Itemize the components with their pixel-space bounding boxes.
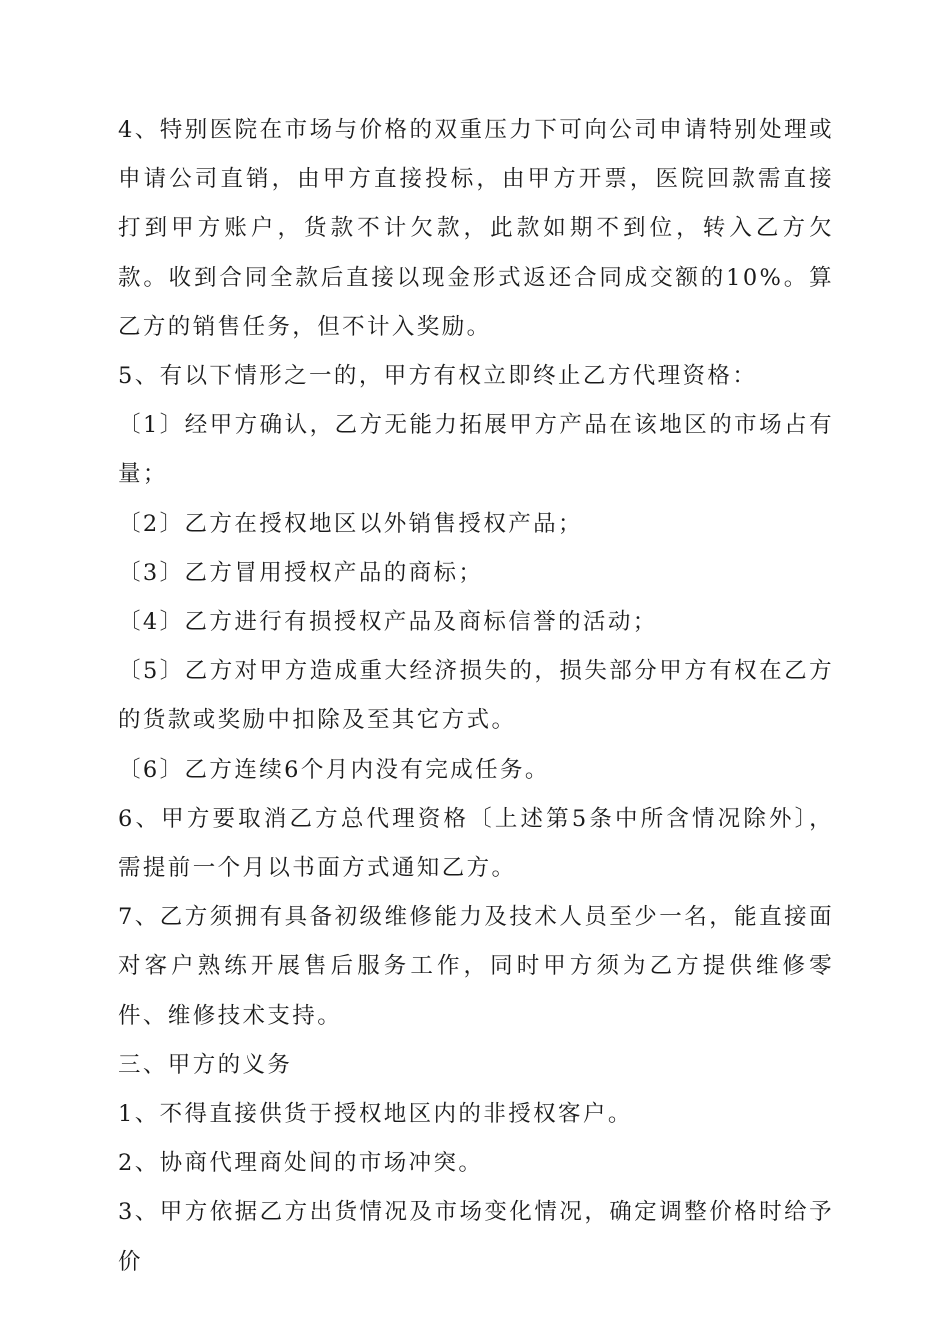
- list-item-condition-1: 〔1〕经甲方确认，乙方无能力拓展甲方产品在该地区的市场占有量；: [118, 412, 834, 488]
- section-heading-party-a-obligations: 三、甲方的义务: [118, 1051, 293, 1078]
- list-item-condition-4: 〔4〕乙方进行有损授权产品及商标信誉的活动；: [118, 609, 658, 636]
- list-item-condition-2: 〔2〕乙方在授权地区以外销售授权产品；: [118, 510, 583, 537]
- list-item-condition-3: 〔3〕乙方冒用授权产品的商标；: [118, 559, 484, 586]
- paragraph-clause-6: 6、甲方要取消乙方总代理资格〔上述第5条中所含情况除外〕，需提前一个月以书面方式通知乙方。: [118, 805, 834, 882]
- paragraph-obligation-2: 2、协商代理商处间的市场冲突。: [118, 1150, 484, 1177]
- paragraph-obligation-3: 3、甲方依据乙方出货情况及市场变化情况，确定调整价格时给予价: [118, 1199, 834, 1275]
- list-item-condition-6: 〔6〕乙方连续6个月内没有完成任务。: [118, 756, 550, 783]
- paragraph-clause-4: 4、特别医院在市场与价格的双重压力下可向公司申请特别处理或申请公司直销，由甲方直接投标，由甲方开票，医院回款需直接打到甲方账户，货款不计欠款，此款如期不到位，转入乙方欠款。收到合同全款后直接以现金形式返还合同成交额的10%。算乙方的销售任务，但不计入奖励。: [118, 117, 834, 340]
- paragraph-obligation-1: 1、不得直接供货于授权地区内的非授权客户。: [118, 1101, 633, 1128]
- paragraph-clause-5: 5、有以下情形之一的，甲方有权立即终止乙方代理资格：: [118, 363, 758, 390]
- document-body: [118, 106, 834, 1287]
- list-item-condition-5: 〔5〕乙方对甲方造成重大经济损失的，损失部分甲方有权在乙方的货款或奖励中扣除及至其它方式。: [118, 658, 834, 734]
- paragraph-clause-7: 7、乙方须拥有具备初级维修能力及技术人员至少一名，能直接面对客户熟练开展售后服务工作，同时甲方须为乙方提供维修零件、维修技术支持。: [118, 904, 834, 1029]
